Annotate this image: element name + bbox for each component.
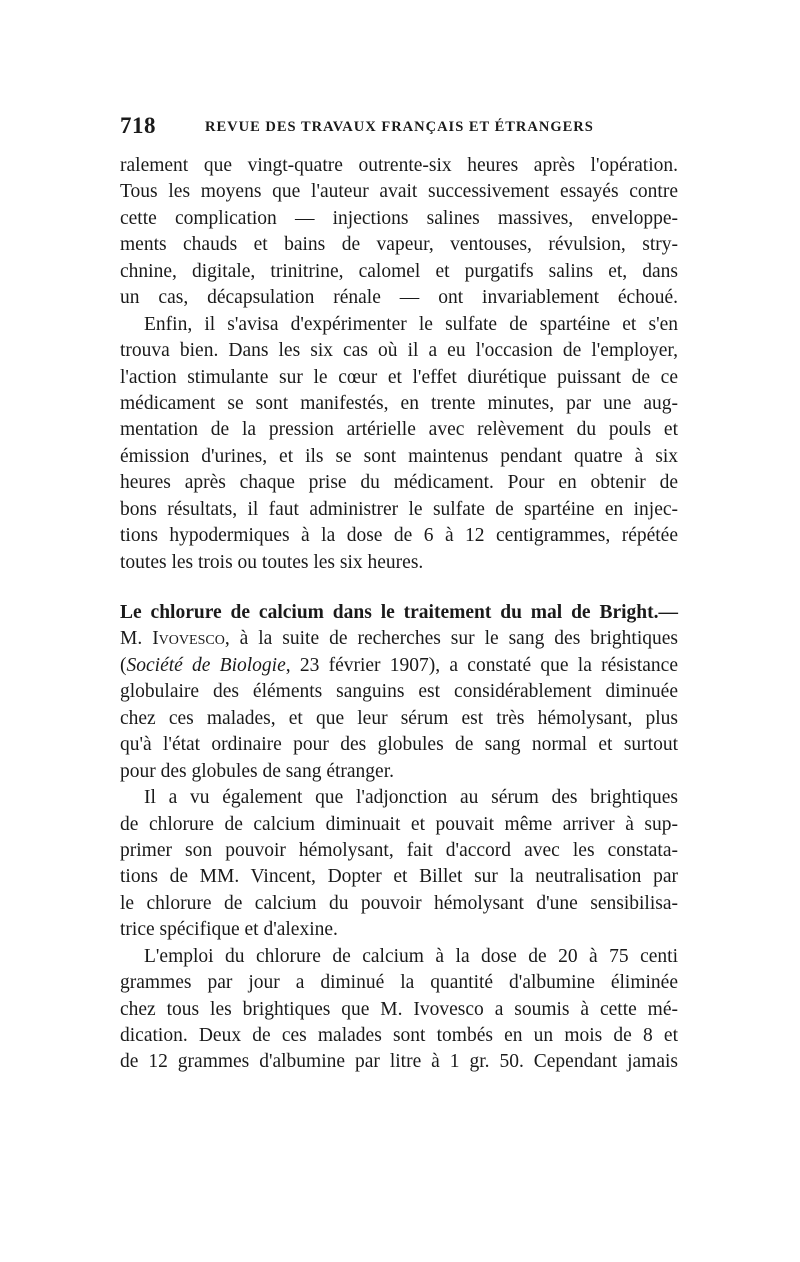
text-line: l'action stimulante sur le cœur et l'effet diurétique puissant de ce [120,366,678,388]
text-line [120,653,678,679]
text-line: Enfin, il s'avisa d'expérimenter le sulfate de spartéine et s'en [144,313,678,335]
paragraph [120,312,678,576]
paragraph [120,153,678,312]
text-line: chez ces malades, et que leur sérum est très hémolysant, plus [120,707,678,729]
text-line: primer son pouvoir hémolysant, fait d'accord avec les constata- [120,839,678,861]
text-line: tions de MM. Vincent, Dopter et Billet sur la neutralisation par [120,866,678,888]
text-line: trice spécifique et d'alexine. [120,919,338,941]
text-line: trouva bien. Dans les six cas où il a eu l'occasion de l'employer, [120,340,678,362]
section-gap [120,576,678,600]
running-head: REVUE DES TRAVAUX FRANÇAIS ET ÉTRANGERS [205,119,594,135]
text-line: chnine, digitale, trinitrine, calomel et purgatifs salins et, dans [120,260,678,282]
text-line: Tous les moyens que l'auteur avait successivement essayés contre [120,181,678,203]
text-line: chez tous les brightiques que M. Ivovesco a soumis à cette mé- [120,998,678,1020]
text-line [120,626,678,652]
page-number: 718 [120,113,156,138]
text-line: globulaire des éléments sanguins est considérablement diminuée [120,681,678,703]
text-line: de chlorure de calcium diminuait et pouvait même arriver à sup- [120,813,678,835]
text-line: médicament se sont manifestés, en trente minutes, par une aug- [120,392,678,414]
text-line: pour des globules de sang étranger. [120,760,395,782]
text-line: ralement que vingt-quatre outrente-six heures après l'opération. [120,155,678,176]
text-line: émission d'urines, et ils se sont maintenus pendant quatre à six [120,445,678,467]
article-title: Le chlorure de calcium dans le traitement du mal de Bright.— [120,602,678,623]
page-body [120,153,678,1076]
paragraph [120,785,678,944]
paragraph [120,944,678,1076]
text-line: mentation de la pression artérielle avec relèvement du pouls et [120,419,678,441]
text-line: le chlorure de calcium du pouvoir hémolysant d'une sensibilisa- [120,892,678,914]
text-line: ments chauds et bains de vapeur, ventouses, révulsion, stry- [120,234,678,256]
text-line: Il a vu également que l'adjonction au sérum des brightiques [144,787,678,809]
author-prefix: M. [120,628,153,650]
page-header [120,113,680,143]
text-fragment: , à la suite de recherches sur le sang des brightiques [224,628,678,650]
text-line: de 12 grammes d'albumine par litre à 1 gr. 50. Cependant jamais [120,1051,678,1073]
text-fragment: , 23 février 1907), a constaté que la résistance [285,654,678,676]
article-section [120,600,678,785]
text-line: un cas, décapsulation rénale — ont invariablement échoué. [120,287,678,309]
journal-name: Société de Biologie [126,654,286,676]
text-line: toutes les trois ou toutes les six heures. [120,551,424,573]
author-name: Ivovesco [152,628,225,650]
text-line: tions hypodermiques à la dose de 6 à 12 centigrammes, répétée [120,525,678,547]
text-line: grammes par jour a diminué la quantité d'albumine éliminée [120,972,678,994]
text-line: heures après chaque prise du médicament. Pour en obtenir de [120,472,678,494]
text-line: dication. Deux de ces malades sont tombés en un mois de 8 et [120,1025,678,1046]
text-line: cette complication — injections salines massives, enveloppe- [120,207,678,229]
text-fragment: ( [120,654,127,676]
text-line: qu'à l'état ordinaire pour des globules de sang normal et surtout [120,734,678,756]
text-line: L'emploi du chlorure de calcium à la dose de 20 à 75 centi [144,945,678,967]
text-line: bons résultats, il faut administrer le sulfate de spartéine en injec- [120,498,678,520]
